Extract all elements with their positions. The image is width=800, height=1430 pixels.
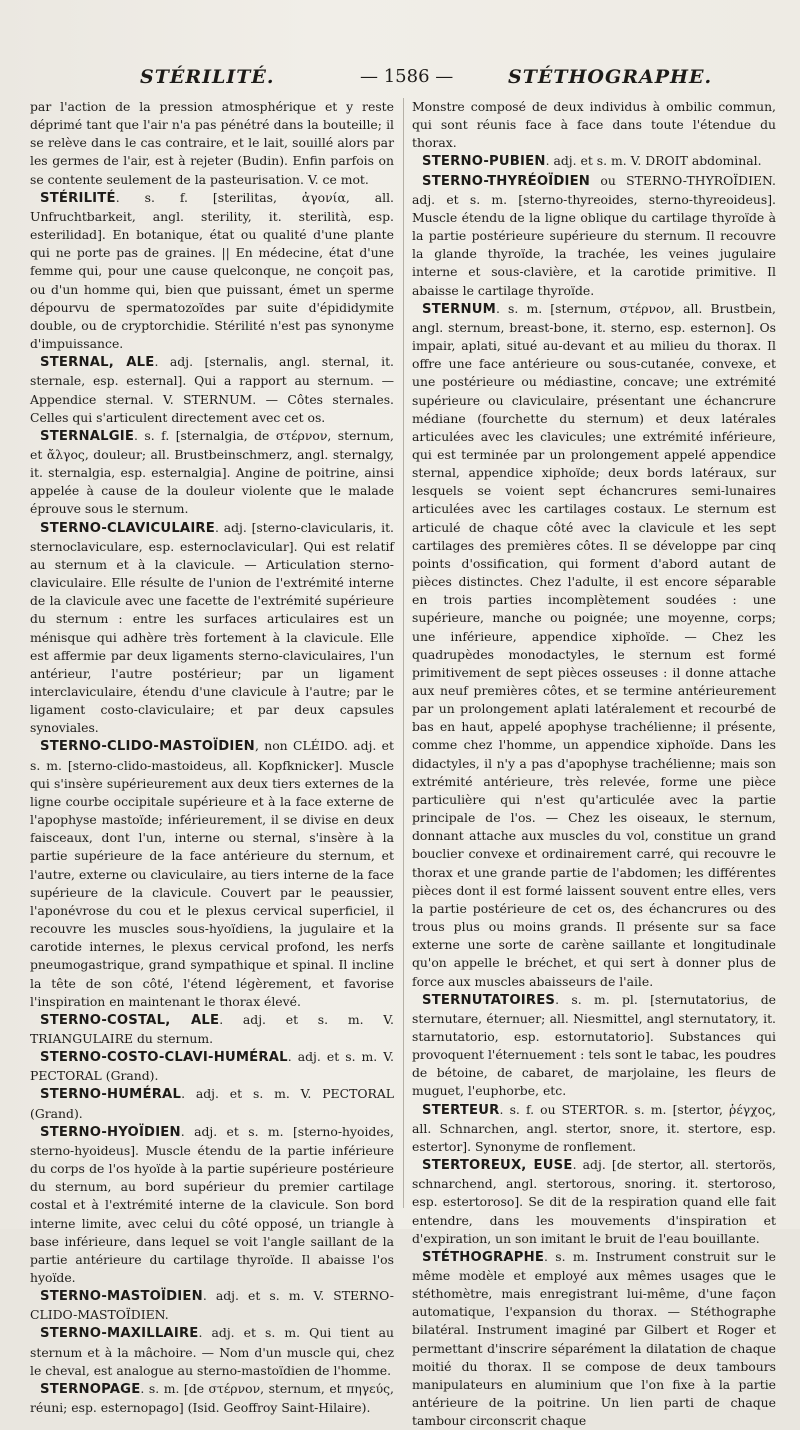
entry-headword: STERTOREUX, EUSE: [422, 1158, 573, 1174]
entry-text: ou STERNO-THYROÏDIEN. adj. et s. m. [sterno-thyreoides, sterno-thyreoideus]. Muscle étendu de la ligne oblique du cartilage thyroïde à la partie postérieure supérieure du sternum. Il recouvre la glande thyroïde, la trachée, les veines jugulaire interne et sous-clavière, et la carotide primitive. Il abaisse le cartilage thyroïde.: [412, 172, 776, 298]
entry-text: . adj. [sterno-clavicularis, it. sternoclaviculare, esp. esternoclavicular]. Qui est relatif au sternum et à la clavicule. — Articulation sterno-claviculaire. Elle résulte de l'union de l'extrémité interne de la clavicule avec une facette de l'extrémité supérieure du sternum : entre les surfaces articulaires est un ménisque qui adhère très fortement à la clavicule. Elle est affermie par deux ligaments sterno-claviculaires, l'un antérieur, l'autre postérieur; par un ligament interclaviculaire, étendu d'une clavicule à l'autre; par le ligament costo-claviculaire; et par deux capsules synoviales.: [30, 519, 394, 736]
entry-stertoreux: [412, 1156, 776, 1248]
entry-text: . adj. et s. m. Qui tient au sternum et à la mâchoire. — Nom d'un muscle qui, chez le cheval, est analogue au sterno-mastoïdien de l'homme.: [30, 1325, 394, 1378]
entry-text: par l'action de la pression atmosphérique et y reste déprimé tant que l'air n'a pas pénétré dans la bouteille; il se relève dans le cas contraire, et le lait, souillé alors par les germes de l'air, est à rejeter (Budin). Enfin parfois on se contente seulement de la pasteurisation. V. ce mot.: [30, 99, 394, 187]
entry-sternopage: [30, 1380, 394, 1417]
entry-stethographe: [412, 1248, 776, 1430]
entry-sterilite: [30, 189, 394, 353]
entry-sternutatoires: [412, 991, 776, 1101]
entry-sterno-pubien: [412, 152, 776, 171]
entry-text: . adj. et s. m. V. TRIANGULAIRE du sternum.: [30, 1011, 394, 1046]
entry-text: . adj. et s. m. V. DROIT abdominal.: [545, 153, 762, 169]
entry-text: . s. f. ou STERTOR. s. m. [stertor, ῥέγχος, all. Schnarchen, angl. stertor, snore, it. stertore, esp. estertor]. Synonyme de ronflement.: [412, 1101, 776, 1154]
entry-continuation: [412, 98, 776, 152]
entry-headword: STERNUM: [422, 301, 496, 317]
entry-text: . s. f. [sterilitas, ἀγονία, all. Unfruchtbarkeit, angl. sterility, it. sterilità, esp. esterilidad]. En botanique, état ou qualité d'une plante qui ne porte pas de graines. || En médecine, état d'une femme qui, pour une cause quelconque, ne conçoit pas, ou d'un homme qui, bien que puissant, émet un sperme dépourvu de spermatozoïdes par suite d'épididymite double, ou de cryptorchidie. Stérilité n'est pas synonyme d'impuissance.: [30, 189, 394, 352]
entry-text: . s. m. [sternum, στέρνον, all. Brustbein, angl. sternum, breast-bone, it. sterno, esp. esternon]. Os impair, aplati, situé au-devant et au milieu du thorax. Il offre une face antérieure ou sous-cutanée, convexe, et une postérieure ou médiastine, concave; une extrémité supérieure ou claviculaire, présentant une échancrure médiane (fourchette du sternum) et deux latérales articulées avec les clavicules; une extrémité inférieure, qui est terminée par un prolongement appelé appendice sternal, appendice xiphoïde; deux bords latéraux, sur lesquels se voient sept échancrures semi-lunaires articulées avec les cartilages costaux. Le sternum est articulé de chaque côté avec la clavicule et les sept cartilages des premières côtes. Il se développe par cinq points d'ossification, qui forment d'abord autant de pièces distinctes. Chez l'adulte, il est encore séparable en trois parties incomplètement soudées : une supérieure, manche ou poignée; une moyenne, corps; une inférieure, appendice xiphoïde. — Chez les quadrupèdes monodactyles, le sternum est formé primitivement de sept pièces osseuses : il donne attache aux neuf premières côtes, et se termine antérieurement par un prolongement aplati latéralement et recourbé de bas en haut, appelé apophyse trachélienne; il présente, comme chez l'homme, un appendice xiphoïde. Dans les didactyles, il n'y a pas d'apophyse trachélienne; mais son extrémité antérieure, très relevée, forme une pièce particulière qui n'est qu'articulée avec la partie principale de l'os. — Chez les oiseaux, le sternum, donnant attache aux muscles du vol, constitue un grand bouclier convexe et ordinairement carré, qui recouvre le thorax et une grande partie de l'abdomen; les différentes pièces dont il est formé laissent souvent entre elles, vers la partie postérieure de cet os, des échancrures ou des trous plus ou moins grands. Il présente sur sa face externe une sorte de carène saillante et longitudinale qu'on appelle le bréchet, et qui sert à donner plus de force aux muscles abaisseurs de l'aile.: [412, 300, 776, 989]
entry-sternalgie: [30, 427, 394, 519]
left-column: [30, 98, 394, 1416]
entry-headword: STERNO-MASTOÏDIEN: [40, 1289, 203, 1305]
page-number: — 1586 —: [360, 66, 454, 87]
entry-text: . adj. et s. m. V. PECTORAL (Grand).: [30, 1086, 394, 1121]
entry-text: . adj. et s. m. [sterno-hyoides, sterno-hyoideus]. Muscle étendu de la partie inférieure du corps de l'os hyoïde à la partie supérieure postérieure du sternum, au bord supérieur du premier cartilage costal et à l'extrémité interne de la clavicule. Son bord interne limite, avec celui du côté opposé, un triangle à base inférieure, dans lequel se voit l'angle saillant de la partie antérieure du cartilage thyroïde. Il abaisse l'os hyoïde.: [30, 1123, 394, 1285]
entry-headword: STERNO-CLAVICULAIRE: [40, 520, 215, 536]
entry-sterno-mastoidien: [30, 1287, 394, 1324]
entry-headword: STERNO-PUBIEN: [422, 154, 546, 170]
column-divider: [403, 98, 404, 1208]
entry-sterno-claviculaire: [30, 519, 394, 738]
entry-sterno-costal: [30, 1011, 394, 1048]
entry-text: . s. m. pl. [sternutatorius, de sternutare, éternuer; all. Niesmittel, angl sternutatory, it. starnutatorio, esp. estornutatorio]. Substances qui provoquent l'éternuement : tels sont le tabac, les poudres de bétoine, de cabaret, de marjolaine, les fleurs de muguet, l'euphorbe, etc.: [412, 991, 776, 1099]
entry-headword: STERNO-HYOÏDIEN: [40, 1124, 181, 1140]
entry-text: Monstre composé de deux individus à ombilic commun, qui sont réunis face à face dans toute l'étendue du thorax.: [412, 99, 776, 151]
entry-text: . s. m. Instrument construit sur le même modèle et employé aux mêmes usages que le stéthomètre, mais enregistrant lui-même, d'une façon automatique, l'expansion du thorax. — Stéthographe bilatéral. Instrument imaginé par Gilbert et Roger et permettant d'inscrire séparément la dilatation de chaque moitié du thorax. Il se compose de deux tambours manipulateurs en aluminium que l'on fixe à la partie antérieure de la poitrine. Un lien parti de chaque tambour circonscrit chaque: [412, 1248, 776, 1429]
entry-headword: STERNO-COSTO-CLAVI-HUMÉRAL: [40, 1050, 288, 1066]
entry-headword: STERNO-HUMÉRAL: [40, 1087, 182, 1103]
entry-sternal: [30, 353, 394, 427]
entry-headword: STÉTHOGRAPHE: [422, 1249, 545, 1265]
entry-text: . s. f. [sternalgia, de στέρνον, sternum, et ἄλγος, douleur; all. Brustbeinschmerz, angl. sternalgy, it. sternalgia, esp. esternalgia]. Angine de poitrine, ainsi appelée à cause de la douleur violente que le malade éprouve sous le sternum.: [30, 427, 394, 517]
entry-text: . adj. [sternalis, angl. sternal, it. sternale, esp. esternal]. Qui a rapport au sternum. — Appendice sternal. V. STERNUM. — Côtes sternales. Celles qui s'articulent directement avec cet os.: [30, 354, 394, 425]
entry-headword: STERNUTATOIRES: [422, 992, 556, 1008]
entry-sternum: [412, 300, 776, 991]
entry-headword: STÉRILITÉ: [40, 190, 116, 206]
entry-text: , non CLÉIDO. adj. et s. m. [sterno-clido-mastoideus, all. Kopfknicker]. Muscle qui s'insère supérieurement aux deux tiers externes de la ligne courbe occipitale supérieure et à la face externe de l'apophyse mastoïde; inférieurement, il se divise en deux faisceaux, dont l'un, interne ou sternal, s'insère à la partie supérieure de la face antérieure du sternum, et l'autre, externe ou claviculaire, au tiers interne de la face supérieure de la clavicule. Couvert par le peaussier, l'aponévrose du cou et le plexus cervical superficiel, il recouvre les muscles sous-hyoïdiens, la jugulaire et la carotide internes, le plexus cervical profond, les nerfs pneumogastrique, grand sympathique et spinal. Il incline la tête de son côté, l'étend légèrement, et favorise l'inspiration en maintenant le thorax élevé.: [30, 738, 394, 1009]
entry-sterno-maxillaire: [30, 1324, 394, 1379]
entry-text: . adj. et s. m. V. STERNO-CLIDO-MASTOÏDIEN.: [30, 1288, 394, 1323]
entry-headword: STERNAL, ALE: [40, 355, 155, 371]
entry-headword: STERNO-COSTAL, ALE: [40, 1012, 220, 1028]
entry-headword: STERNALGIE: [40, 428, 135, 444]
entry-text: . adj. [de stertor, all. stertorös, schnarchend, angl. stertorous, snoring. it. stertoroso, esp. estertoroso]. Se dit de la respiration quand elle fait entendre, dans les mouvements d'inspiration et d'expiration, un son imitant le bruit de l'eau bouillante.: [412, 1157, 776, 1246]
running-header: [0, 58, 800, 98]
header-left-word: STÉRILITÉ.: [140, 66, 275, 88]
entry-text: . s. m. [de στέρνον, sternum, et πηγεύς, réuni; esp. esternopago] (Isid. Geoffroy Saint-Hilaire).: [30, 1380, 394, 1416]
entry-sterno-humeral: [30, 1085, 394, 1122]
entry-headword: STERTEUR: [422, 1102, 500, 1118]
entry-sterno-clido-mastoidien: [30, 737, 394, 1010]
right-column: [412, 98, 776, 1429]
entry-sterno-costo-clavi-humeral: [30, 1048, 394, 1085]
entry-headword: STERNOPAGE: [40, 1381, 141, 1397]
entry-continuation: [30, 98, 394, 189]
entry-sterno-hyoidien: [30, 1123, 394, 1287]
entry-text: . adj. et s. m. V. PECTORAL (Grand).: [30, 1049, 394, 1084]
entry-sterno-thyreoidien: [412, 172, 776, 300]
entry-sterteur: [412, 1101, 776, 1156]
entry-headword: STERNO-CLIDO-MASTOÏDIEN: [40, 739, 255, 755]
entry-headword: STERNO-MAXILLAIRE: [40, 1326, 199, 1342]
header-right-word: STÉTHOGRAPHE.: [508, 66, 713, 88]
entry-headword: STERNO-THYRÉOÏDIEN: [422, 173, 591, 189]
